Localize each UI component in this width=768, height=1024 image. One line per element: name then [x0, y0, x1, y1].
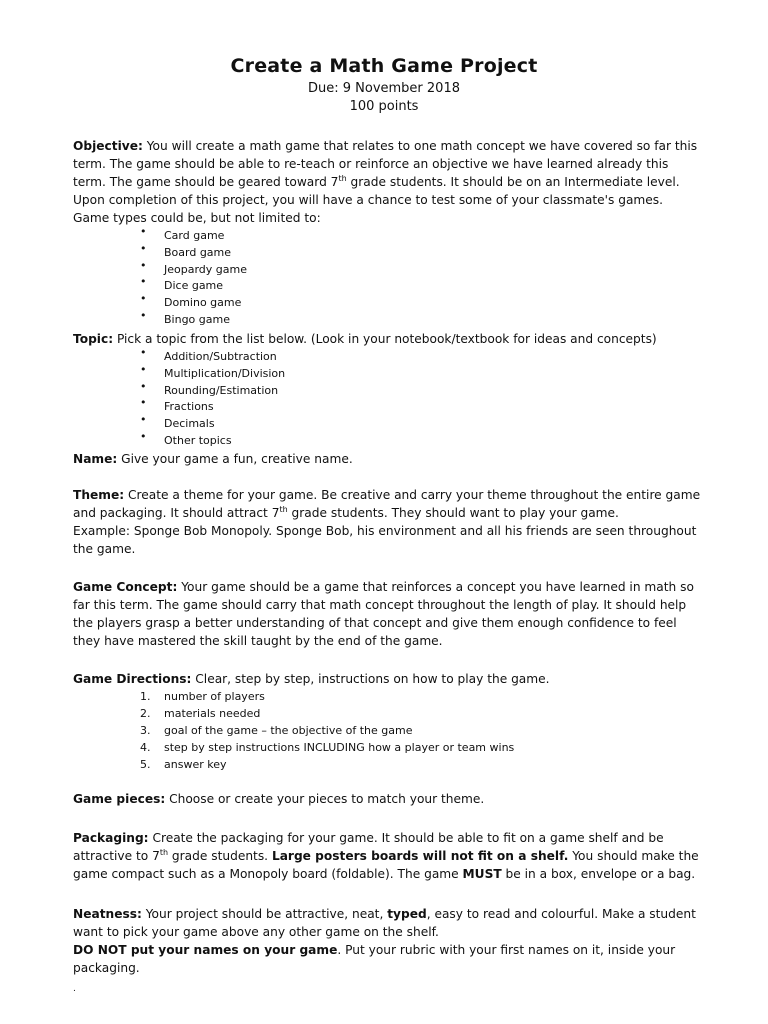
directions-text: Clear, step by step, instructions on how to play the game.: [195, 672, 550, 686]
list-item: • Bingo game: [140, 308, 230, 326]
concept-section: [73, 578, 703, 650]
list-item: 3. goal of the game – the objective of the game: [140, 724, 413, 737]
packaging-section: [73, 829, 703, 883]
list-item: • Dice game: [140, 275, 224, 293]
list-item: 1. number of players: [140, 690, 265, 703]
packaging-sup: th: [159, 848, 169, 857]
neatness-label: Neatness:: [73, 907, 142, 921]
topic-label: Topic:: [73, 332, 114, 346]
packaging-text-2: grade students.: [168, 849, 272, 863]
packaging-label: Packaging:: [73, 831, 149, 845]
topic-section: [73, 330, 703, 348]
directions-section: [73, 670, 703, 688]
theme-label: Theme:: [73, 488, 125, 502]
list-item: • Domino game: [140, 292, 242, 310]
list-item: • Board game: [140, 241, 232, 259]
theme-text-1: Create a theme for your game. Be creative and carry your theme throughout the entire game and packaging. It should attract 7: [73, 488, 701, 520]
directions-list: [140, 688, 600, 773]
neatness-warning: DO NOT put your names on your game: [73, 943, 338, 957]
list-item: • Fractions: [140, 396, 214, 414]
theme-text-2: grade students. They should want to play your game.: [287, 506, 619, 520]
game-types-list: [140, 225, 540, 329]
name-section: [73, 450, 703, 468]
name-text: Give your game a fun, creative name.: [121, 452, 353, 466]
list-item: • Card game: [140, 225, 225, 242]
neatness-text-1: Your project should be attractive, neat,: [145, 907, 388, 921]
packaging-must: MUST: [462, 867, 502, 881]
packaging-text-1: Create the packaging for your game. It should be able to fit on a game shelf and be attractive to 7: [73, 831, 664, 863]
name-label: Name:: [73, 452, 118, 466]
list-item: • Decimals: [140, 413, 215, 431]
pieces-section: [73, 790, 703, 808]
neatness-text-2: , easy to read and colourful. Make a student want to pick your game above any other game on the shelf.: [73, 907, 696, 939]
list-item: • Rounding/Estimation: [140, 379, 279, 397]
concept-text: Your game should be a game that reinforces a concept you have learned in math so far this term. The game should carry that math concept throughout the length of play. It should help the players grasp a better understanding of that concept and give them enough confidence to feel they have mastered the skill taught by the end of the game.: [73, 580, 694, 648]
list-item: 5. answer key: [140, 758, 227, 771]
objective-text-1: You will create a math game that relates to one math concept we have covered so far this term. The game should be able to re-teach or reinforce an objective we have learned already this term. The game should be geared toward 7: [73, 139, 698, 189]
theme-sup: th: [279, 505, 288, 514]
list-item: • Other topics: [140, 429, 232, 447]
topic-text: Pick a topic from the list below. (Look in your notebook/textbook for ideas and concepts): [116, 332, 657, 346]
page-title: Create a Math Game Project: [230, 55, 538, 77]
packaging-text-4: be in a box, envelope or a bag.: [501, 867, 696, 881]
pieces-text: Choose or create your pieces to match your theme.: [169, 792, 485, 806]
objective-sup: th: [338, 174, 347, 183]
objective-text-2: grade students. It should be on an Intermediate level. Upon completion of this project, you will have a chance to test some of your classmate's games. Game types could be, but not limited to:: [73, 175, 680, 225]
list-item: • Jeopardy game: [140, 258, 247, 276]
packaging-warning: Large posters boards will not fit on a shelf.: [271, 849, 569, 863]
pieces-label: Game pieces:: [73, 792, 166, 806]
theme-example: Example: Sponge Bob Monopoly. Sponge Bob, his environment and all his friends are seen throughout the game.: [73, 524, 697, 556]
objective-label: Objective:: [73, 139, 143, 153]
concept-label: Game Concept:: [73, 580, 178, 594]
list-item: 2. materials needed: [140, 707, 261, 720]
objective-section: [73, 137, 703, 227]
packaging-text-3: You should make the game compact such as a Monopoly board (foldable). The game: [73, 849, 699, 881]
neatness-text-3: . Put your rubric with your first names on it, inside your packaging.: [73, 943, 676, 975]
list-item: 4. step by step instructions INCLUDING how a player or team wins: [140, 741, 515, 754]
list-item: • Multiplication/Division: [140, 362, 286, 380]
neatness-typed: typed: [387, 907, 427, 921]
points-total: 100 points: [349, 99, 419, 114]
trailing-mark: .: [73, 984, 76, 994]
theme-section: [73, 486, 703, 558]
topic-list: [140, 346, 540, 450]
directions-label: Game Directions:: [73, 672, 192, 686]
list-item: • Addition/Subtraction: [140, 346, 277, 363]
neatness-section: [73, 905, 703, 977]
due-date: Due: 9 November 2018: [307, 81, 460, 96]
